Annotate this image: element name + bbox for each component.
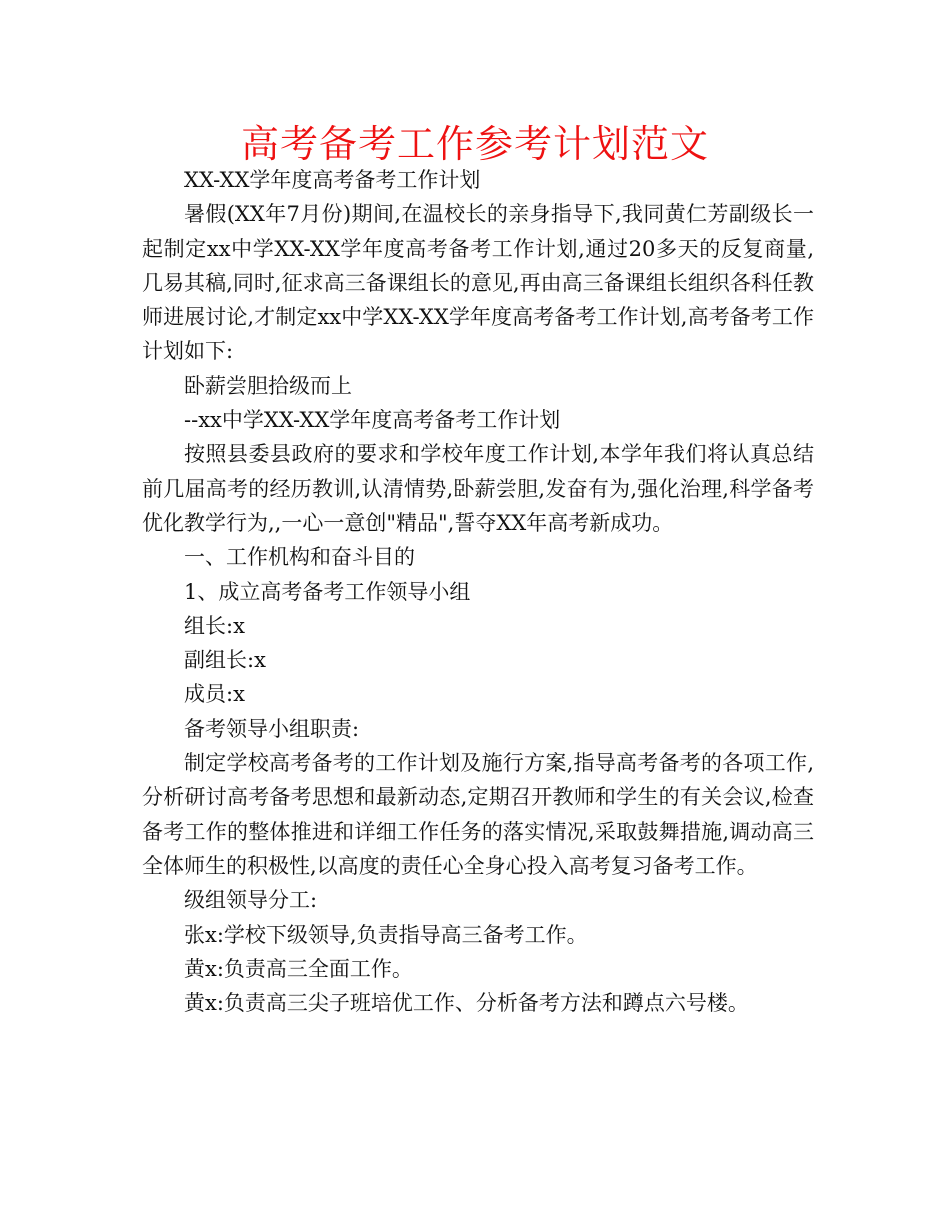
paragraph-plan-name: --xx中学XX-XX学年度高考备考工作计划 xyxy=(184,408,561,433)
paragraph-division-1: 张x:学校下级领导,负责指导高三备考工作。 xyxy=(184,922,588,947)
paragraph-intro: 暑假(XX年7月份)期间,在温校长的亲身指导下,我同黄仁芳副级长一起制定xx中学XX-XX学年度高考备考工作计划,通过20多天的反复商量,几易其稿,同时,征求高三备课组长的意见,再由高三备课组长组织各科任教师进展讨论,才制定xx中学XX-XX学年度高考备考工作计划,高考备考工作计划如下: xyxy=(142,202,814,364)
paragraph-division-3: 黄x:负责高三尖子班培优工作、分析备考方法和蹲点六号楼。 xyxy=(184,991,749,1016)
paragraph-division-heading: 级组领导分工: xyxy=(184,888,318,913)
paragraph-duties-heading: 备考领导小组职责: xyxy=(184,716,360,741)
paragraph-division-2: 黄x:负责高三全面工作。 xyxy=(184,956,413,981)
paragraph-motto: 卧薪尝胆拾级而上 xyxy=(184,373,352,398)
paragraph-members: 成员:x xyxy=(184,682,245,707)
paragraph-duties: 制定学校高考备考的工作计划及施行方案,指导高考备考的各项工作,分析研讨高考备考思想和最新动态,定期召开教师和学生的有关会议,检查备考工作的整体推进和详细工作任务的落实情况,采取鼓舞措施,调动高三全体师生的积极性,以高度的责任心全身心投入高考复习备考工作。 xyxy=(142,751,814,878)
paragraph-overview: 按照县委县政府的要求和学校年度工作计划,本学年我们将认真总结前几届高考的经历教训,认清情势,卧薪尝胆,发奋有为,强化治理,科学备考优化教学行为,,一心一意创"精品",誓夺XX年高考新成功。 xyxy=(142,442,814,535)
subsection-heading-1: 1、成立高考备考工作领导小组 xyxy=(184,579,471,604)
document-title: 高考备考工作参考计划范文 xyxy=(240,122,709,166)
paragraph-deputy-leader: 副组长:x xyxy=(184,648,266,673)
paragraph-subtitle: XX-XX学年度高考备考工作计划 xyxy=(184,168,481,192)
section-heading-1: 一、工作机构和奋斗目的 xyxy=(184,545,415,570)
paragraph-leader: 组长:x xyxy=(184,613,245,638)
document-body xyxy=(142,163,814,1020)
